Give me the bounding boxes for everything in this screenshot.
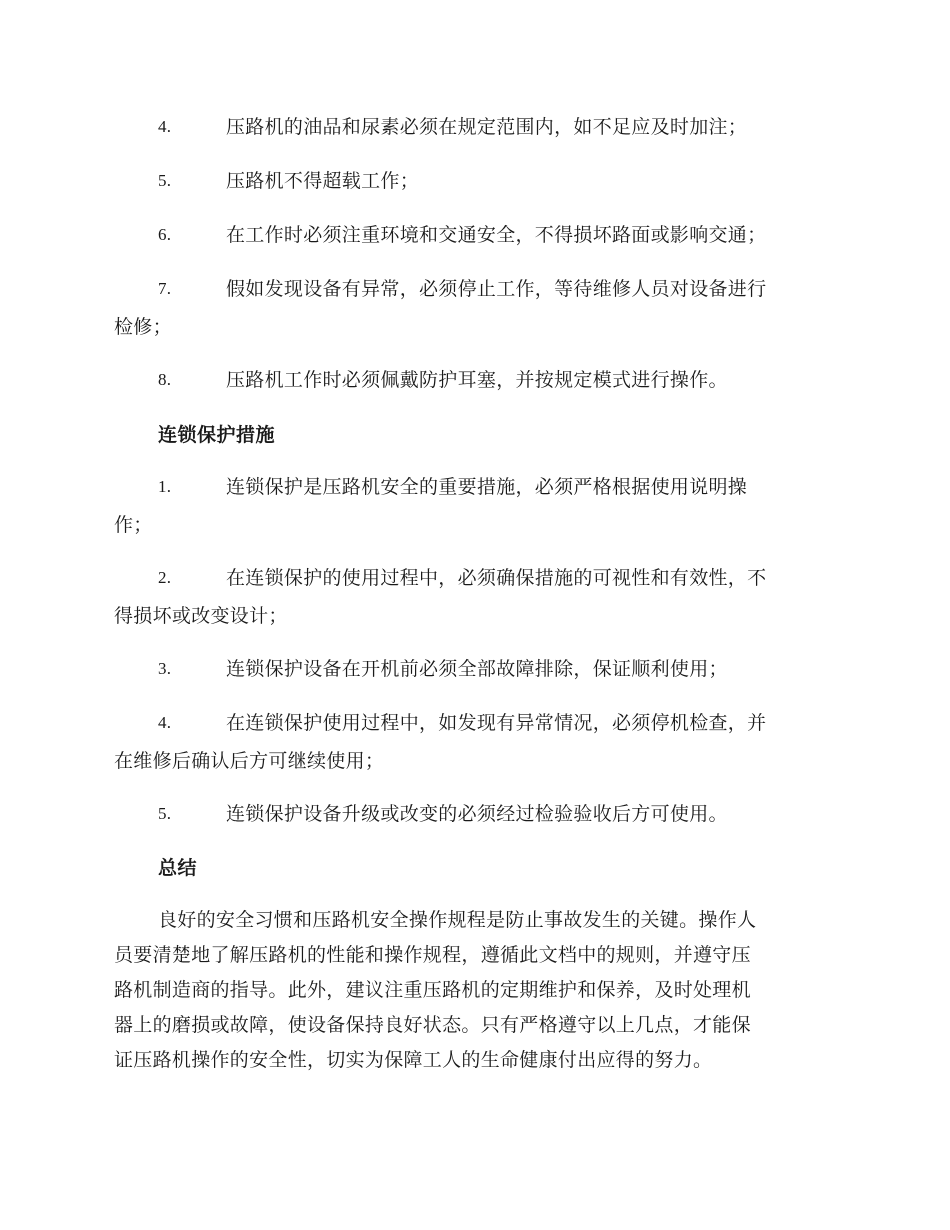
summary-line: 证压路机操作的安全性，切实为保障工人的生命健康付出应得的努力。 [114, 1049, 713, 1071]
list-item-text-continued: 得损坏或改变设计； [114, 605, 288, 627]
list-item [114, 559, 834, 635]
list-item-text: 假如发现设备有异常，必须停止工作，等待维修人员对设备进行 [226, 278, 767, 300]
summary-line: 路机制造商的指导。此外，建议注重压路机的定期维护和保养，及时处理机 [114, 979, 751, 1001]
list-item [114, 650, 834, 688]
list-item-number: 2. [158, 568, 172, 587]
list-item-text: 连锁保护设备升级或改变的必须经过检验验收后方可使用。 [226, 803, 728, 825]
list-item-number: 8. [158, 370, 172, 389]
list-item-text-continued: 检修； [114, 316, 172, 338]
list-item [114, 270, 834, 346]
list-item [114, 468, 834, 544]
list-item [114, 361, 834, 399]
list-item-text: 连锁保护是压路机安全的重要措施，必须严格根据使用说明操 [226, 476, 748, 498]
list-item [114, 704, 834, 780]
list-item-number: 4. [158, 713, 172, 732]
summary-line: 员要清楚地了解压路机的性能和操作规程，遵循此文档中的规则，并遵守压 [114, 944, 751, 966]
list-item-text: 压路机不得超载工作； [226, 170, 420, 192]
list-item-number: 7. [158, 279, 172, 298]
list-item-text-continued: 作； [114, 514, 153, 536]
section-heading-interlock: 连锁保护措施 [158, 424, 276, 446]
list-item [114, 216, 834, 254]
summary-line: 器上的磨损或故障，使设备保持良好状态。只有严格遵守以上几点，才能保 [114, 1014, 751, 1036]
list-item-text: 连锁保护设备在开机前必须全部故障排除，保证顺利使用； [226, 658, 728, 680]
list-item-number: 5. [158, 804, 172, 823]
list-item-text: 压路机工作时必须佩戴防护耳塞，并按规定模式进行操作。 [226, 369, 728, 391]
summary-paragraph [114, 903, 834, 1078]
list-item-text: 在工作时必须注重环境和交通安全，不得损坏路面或影响交通； [226, 224, 767, 246]
list-item-number: 6. [158, 225, 172, 244]
list-item-text: 在连锁保护使用过程中，如发现有异常情况，必须停机检查，并 [226, 712, 767, 734]
list-item-text: 压路机的油品和尿素必须在规定范围内，如不足应及时加注； [226, 116, 748, 138]
summary-line: 良好的安全习惯和压路机安全操作规程是防止事故发生的关键。操作人 [158, 909, 757, 931]
list-item-text: 在连锁保护的使用过程中，必须确保措施的可视性和有效性，不 [226, 567, 767, 589]
list-item-number: 1. [158, 477, 172, 496]
list-item-number: 5. [158, 171, 172, 190]
list-item-number: 4. [158, 117, 172, 136]
list-item [114, 108, 834, 146]
list-item [114, 795, 834, 833]
list-item-text-continued: 在维修后确认后方可继续使用； [114, 750, 385, 772]
section-heading-summary: 总结 [158, 857, 198, 879]
list-item [114, 162, 834, 200]
list-item-number: 3. [158, 659, 172, 678]
